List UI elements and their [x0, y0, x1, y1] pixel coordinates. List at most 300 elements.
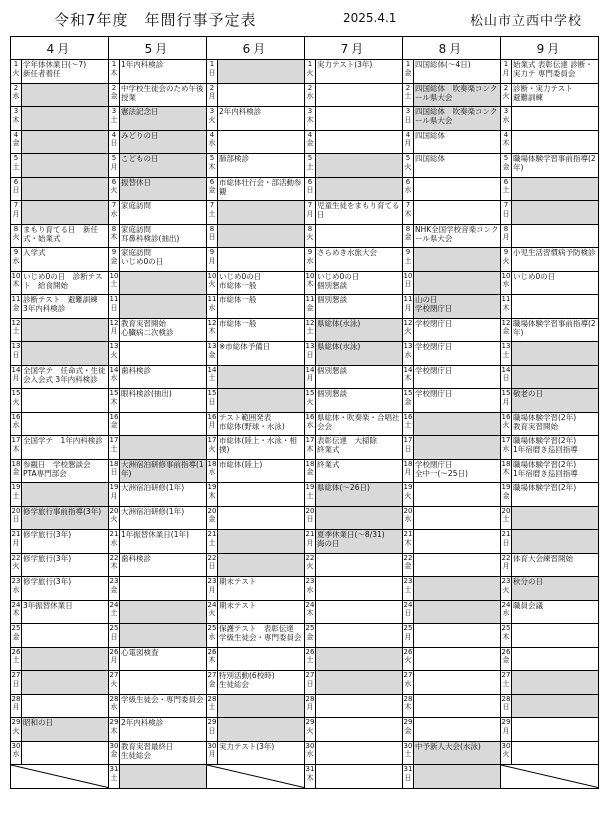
weekday: 土: [502, 350, 510, 359]
table-row: [11, 718, 599, 742]
event-cell: [316, 624, 403, 648]
day-cell: [305, 436, 316, 460]
day-cell: [501, 318, 512, 342]
weekday: 月: [110, 491, 118, 500]
weekday: 水: [110, 209, 118, 218]
day-cell: [403, 577, 414, 601]
day-cell: [403, 483, 414, 507]
weekday: 水: [404, 350, 412, 359]
table-row: [11, 412, 599, 436]
event-cell: 四国総体: [414, 154, 501, 178]
event-cell: ※市総体予備日: [218, 342, 305, 366]
event-cell: [22, 624, 109, 648]
weekday: 火: [306, 397, 314, 406]
weekday: 日: [208, 726, 216, 735]
day-number: 4: [111, 130, 117, 139]
weekday: 火: [12, 68, 20, 77]
day-cell: [305, 530, 316, 554]
day-number: 15: [305, 389, 315, 397]
event-cell: [512, 365, 599, 389]
month-header: 8月: [403, 37, 501, 60]
event-cell: [22, 389, 109, 413]
event-cell: [22, 671, 109, 695]
event-cell: [22, 483, 109, 507]
day-number: 26: [403, 647, 413, 656]
weekday: 金: [404, 68, 412, 77]
event-cell: 大洲宿泊研修(1年): [120, 483, 207, 507]
event-cell: いじめ0の日: [512, 271, 599, 295]
event-cell: 学校閉庁日: [414, 318, 501, 342]
event-cell: 心電図検査: [120, 647, 207, 671]
day-cell: [305, 483, 316, 507]
weekday: 火: [502, 750, 510, 758]
day-number: 3: [405, 107, 411, 115]
weekday: 水: [502, 444, 510, 453]
weekday: 火: [502, 421, 510, 429]
weekday: 金: [502, 491, 510, 500]
weekday: 土: [404, 585, 412, 594]
event-cell: [218, 483, 305, 507]
event-cell: [120, 412, 207, 436]
day-cell: [109, 107, 120, 131]
day-cell: [207, 130, 218, 154]
day-cell: [109, 624, 120, 648]
event-cell: 職場体験学習事前指導(2年): [512, 154, 599, 178]
school-name: 松山市立西中学校: [470, 14, 583, 29]
nonexistent-day-cell: [207, 765, 305, 789]
weekday: 水: [306, 92, 314, 100]
event-cell: [512, 647, 599, 671]
day-cell: [109, 530, 120, 554]
weekday: 月: [110, 162, 118, 171]
day-cell: [403, 412, 414, 436]
weekday: 火: [404, 162, 412, 171]
weekday: 水: [208, 139, 216, 147]
day-number: 5: [111, 154, 117, 162]
table-row: [11, 671, 599, 695]
weekday: 日: [502, 703, 510, 711]
day-cell: [11, 342, 22, 366]
weekday: 月: [404, 632, 412, 641]
event-cell: みどりの日: [120, 130, 207, 154]
day-cell: [109, 60, 120, 84]
day-cell: [11, 506, 22, 530]
table-row: [11, 459, 599, 483]
day-cell: [11, 483, 22, 507]
day-cell: [305, 765, 316, 789]
day-number: 21: [11, 530, 21, 538]
event-cell: 2年内科検診: [120, 718, 207, 742]
day-cell: [501, 389, 512, 413]
weekday: 火: [404, 327, 412, 335]
weekday: 水: [12, 750, 20, 758]
weekday: 金: [110, 750, 118, 758]
event-cell: [512, 671, 599, 695]
table-row: [11, 107, 599, 131]
event-cell: 教育実習開始 心臓病二次検診: [120, 318, 207, 342]
day-cell: [109, 718, 120, 742]
event-cell: [218, 647, 305, 671]
event-cell: [414, 600, 501, 624]
day-number: 12: [501, 318, 511, 327]
weekday: 日: [110, 632, 118, 641]
day-number: 25: [305, 624, 315, 632]
day-cell: [11, 718, 22, 742]
day-cell: [109, 694, 120, 718]
day-number: 7: [111, 201, 117, 209]
day-number: 15: [501, 389, 511, 397]
event-cell: [414, 577, 501, 601]
day-cell: [305, 718, 316, 742]
day-number: 26: [109, 647, 119, 656]
day-number: 31: [305, 765, 315, 773]
day-number: 9: [111, 248, 117, 256]
weekday: 土: [306, 491, 314, 500]
day-number: 15: [109, 389, 119, 397]
event-cell: 実力テスト(3年): [316, 60, 403, 84]
table-row: [11, 624, 599, 648]
day-cell: [305, 177, 316, 201]
day-cell: [207, 107, 218, 131]
day-cell: [11, 130, 22, 154]
weekday: 金: [306, 139, 314, 147]
weekday: 金: [110, 421, 118, 429]
event-cell: 県総体(水泳): [316, 318, 403, 342]
day-cell: [403, 154, 414, 178]
day-cell: [403, 107, 414, 131]
day-cell: [207, 271, 218, 295]
month-header: 6月: [207, 37, 305, 60]
event-cell: [316, 83, 403, 107]
day-number: 16: [403, 412, 413, 421]
event-cell: 憲法記念日: [120, 107, 207, 131]
day-number: 9: [307, 248, 313, 256]
day-number: 16: [109, 412, 119, 421]
event-cell: [512, 295, 599, 319]
weekday: 水: [404, 186, 412, 194]
table-row: [11, 154, 599, 178]
day-cell: [305, 342, 316, 366]
event-cell: [316, 671, 403, 695]
day-number: 4: [405, 130, 411, 139]
day-cell: [207, 647, 218, 671]
issue-date: 2025.4.1: [343, 11, 397, 25]
event-cell: 大洲宿泊研修(1年): [120, 506, 207, 530]
event-cell: [316, 506, 403, 530]
weekday: 木: [110, 726, 118, 735]
weekday: 木: [208, 327, 216, 335]
event-cell: [414, 201, 501, 225]
day-number: 23: [403, 577, 413, 585]
day-cell: [207, 459, 218, 483]
event-cell: [512, 694, 599, 718]
day-cell: [11, 271, 22, 295]
weekday: 火: [306, 233, 314, 241]
day-cell: [109, 506, 120, 530]
day-number: 13: [305, 342, 315, 350]
weekday: 金: [12, 632, 20, 641]
day-number: 1: [307, 60, 313, 68]
event-cell: 職場体験学習(2年): [512, 483, 599, 507]
event-cell: [22, 177, 109, 201]
weekday: 火: [208, 609, 216, 617]
weekday: 火: [12, 562, 20, 570]
day-number: 4: [13, 130, 19, 139]
weekday: 月: [12, 703, 20, 711]
day-number: 6: [503, 177, 509, 186]
day-cell: [305, 318, 316, 342]
weekday: 月: [12, 209, 20, 218]
day-cell: [403, 647, 414, 671]
event-cell: [414, 271, 501, 295]
weekday: 火: [208, 115, 216, 124]
event-cell: 小児生活習慣病予防検診: [512, 248, 599, 272]
event-cell: 秋分の日: [512, 577, 599, 601]
day-cell: [305, 647, 316, 671]
day-cell: [305, 389, 316, 413]
event-cell: [414, 765, 501, 789]
weekday: 金: [404, 562, 412, 570]
day-number: 20: [305, 506, 315, 515]
table-row: [11, 60, 599, 84]
day-cell: [207, 741, 218, 765]
weekday: 木: [502, 632, 510, 641]
day-number: 8: [405, 224, 411, 233]
day-cell: [207, 600, 218, 624]
day-cell: [501, 459, 512, 483]
event-cell: 職員会議: [512, 600, 599, 624]
weekday: 金: [306, 632, 314, 641]
day-number: 21: [207, 530, 217, 538]
weekday: 金: [306, 303, 314, 312]
day-cell: [501, 295, 512, 319]
event-cell: まもり育てる日 新任式・始業式: [22, 224, 109, 248]
day-number: 24: [403, 600, 413, 609]
event-cell: [120, 295, 207, 319]
table-row: [11, 318, 599, 342]
weekday: 日: [12, 515, 20, 523]
event-cell: [316, 224, 403, 248]
day-number: 23: [109, 577, 119, 585]
day-number: 9: [209, 248, 215, 256]
day-cell: [305, 694, 316, 718]
event-cell: [316, 553, 403, 577]
day-number: 24: [207, 600, 217, 609]
weekday: 木: [404, 703, 412, 711]
event-cell: 市総体一般: [218, 318, 305, 342]
day-cell: [501, 577, 512, 601]
day-cell: [11, 741, 22, 765]
day-cell: [501, 271, 512, 295]
day-cell: [501, 83, 512, 107]
event-cell: [512, 130, 599, 154]
event-cell: 県総体(～26日): [316, 483, 403, 507]
weekday: 木: [502, 303, 510, 312]
day-cell: [207, 506, 218, 530]
weekday: 木: [208, 162, 216, 171]
diagonal-slash-icon: [207, 765, 304, 788]
event-cell: 全国学テ 任命式・生徒会入会式 3年内科検診: [22, 365, 109, 389]
weekday: 木: [306, 444, 314, 453]
weekday: 金: [502, 656, 510, 664]
weekday: 水: [110, 538, 118, 547]
day-cell: [501, 201, 512, 225]
day-number: 4: [503, 130, 509, 139]
event-cell: いじめ0の日 市総体一般: [218, 271, 305, 295]
event-cell: [22, 694, 109, 718]
day-cell: [11, 412, 22, 436]
event-cell: 診断・実力テスト 避難訓練: [512, 83, 599, 107]
weekday: 土: [110, 115, 118, 124]
day-cell: [403, 342, 414, 366]
day-cell: [207, 154, 218, 178]
weekday: 木: [12, 609, 20, 617]
event-cell: [414, 483, 501, 507]
day-number: 20: [207, 506, 217, 515]
event-cell: [218, 365, 305, 389]
weekday: 火: [110, 350, 118, 359]
day-cell: [403, 600, 414, 624]
event-cell: [414, 412, 501, 436]
day-number: 5: [503, 154, 509, 162]
day-number: 19: [207, 483, 217, 491]
weekday: 火: [306, 562, 314, 570]
day-number: 7: [13, 201, 19, 209]
weekday: 火: [110, 515, 118, 523]
event-cell: [512, 107, 599, 131]
event-cell: 職場体験学習(2年) 1年宿磨き巡回指導: [512, 459, 599, 483]
day-number: 23: [501, 577, 511, 585]
event-cell: 1年内科検診: [120, 60, 207, 84]
weekday: 土: [110, 609, 118, 617]
weekday: 土: [110, 444, 118, 453]
weekday: 土: [306, 656, 314, 664]
day-cell: [109, 154, 120, 178]
diagonal-slash-icon: [501, 765, 598, 788]
event-cell: [414, 248, 501, 272]
day-cell: [305, 577, 316, 601]
day-number: 26: [207, 647, 217, 656]
weekday: 水: [306, 421, 314, 429]
month-header: 5月: [109, 37, 207, 60]
weekday: 月: [404, 139, 412, 147]
day-cell: [501, 177, 512, 201]
event-cell: 昭和の日: [22, 718, 109, 742]
day-number: 29: [305, 718, 315, 726]
day-number: 30: [403, 741, 413, 750]
day-number: 25: [207, 624, 217, 632]
table-row: [11, 177, 599, 201]
weekday: 土: [404, 421, 412, 429]
event-cell: [316, 600, 403, 624]
weekday: 火: [404, 656, 412, 664]
day-cell: [109, 553, 120, 577]
day-number: 17: [109, 436, 119, 444]
weekday: 金: [208, 515, 216, 523]
weekday: 金: [12, 303, 20, 312]
day-number: 13: [11, 342, 21, 350]
event-cell: 市総体一般: [218, 295, 305, 319]
event-cell: 振替休日: [120, 177, 207, 201]
event-cell: [414, 624, 501, 648]
day-cell: [11, 201, 22, 225]
day-cell: [11, 154, 22, 178]
annual-schedule-table: [10, 36, 599, 789]
day-number: 25: [11, 624, 21, 632]
day-cell: [11, 224, 22, 248]
day-number: 25: [501, 624, 511, 632]
weekday: 木: [12, 115, 20, 124]
event-cell: [218, 83, 305, 107]
day-number: 8: [209, 224, 215, 233]
day-number: 29: [501, 718, 511, 726]
event-cell: [316, 577, 403, 601]
day-cell: [305, 671, 316, 695]
day-cell: [207, 624, 218, 648]
day-number: 2: [307, 83, 313, 92]
day-cell: [403, 389, 414, 413]
day-number: 23: [207, 577, 217, 585]
event-cell: [414, 530, 501, 554]
day-number: 5: [307, 154, 313, 162]
day-cell: [403, 365, 414, 389]
day-cell: [109, 177, 120, 201]
day-cell: [403, 530, 414, 554]
day-cell: [207, 694, 218, 718]
day-number: 24: [305, 600, 315, 609]
day-number: 20: [403, 506, 413, 515]
event-cell: 市総体壮行会・部活動参観: [218, 177, 305, 201]
event-cell: 歯科検診: [120, 365, 207, 389]
day-cell: [11, 694, 22, 718]
event-cell: [316, 694, 403, 718]
day-number: 28: [207, 694, 217, 703]
event-cell: [414, 694, 501, 718]
event-cell: [22, 318, 109, 342]
day-number: 1: [209, 60, 215, 68]
event-cell: [512, 718, 599, 742]
table-row: [11, 365, 599, 389]
event-cell: [316, 177, 403, 201]
day-number: 24: [501, 600, 511, 609]
day-number: 10: [11, 271, 21, 280]
day-cell: [501, 154, 512, 178]
event-cell: 学校閉庁日: [414, 365, 501, 389]
weekday: 日: [306, 186, 314, 194]
weekday: 木: [404, 209, 412, 218]
weekday: 木: [306, 773, 314, 782]
day-cell: [501, 718, 512, 742]
table-row: [11, 201, 599, 225]
weekday: 月: [208, 750, 216, 758]
event-cell: [22, 83, 109, 107]
weekday: 火: [208, 280, 216, 288]
day-cell: [403, 765, 414, 789]
day-number: 31: [109, 765, 119, 773]
day-number: 12: [305, 318, 315, 327]
event-cell: 診断テスト 避難訓練 3年内科検診: [22, 295, 109, 319]
weekday: 日: [110, 139, 118, 147]
day-number: 5: [209, 154, 215, 162]
day-number: 27: [207, 671, 217, 679]
weekday: 土: [306, 327, 314, 335]
weekday: 土: [110, 773, 118, 782]
event-cell: 家庭訪問: [120, 201, 207, 225]
day-cell: [207, 671, 218, 695]
event-cell: 四国総体: [414, 130, 501, 154]
day-number: 9: [405, 248, 411, 256]
event-cell: 実力テスト(3年): [218, 741, 305, 765]
